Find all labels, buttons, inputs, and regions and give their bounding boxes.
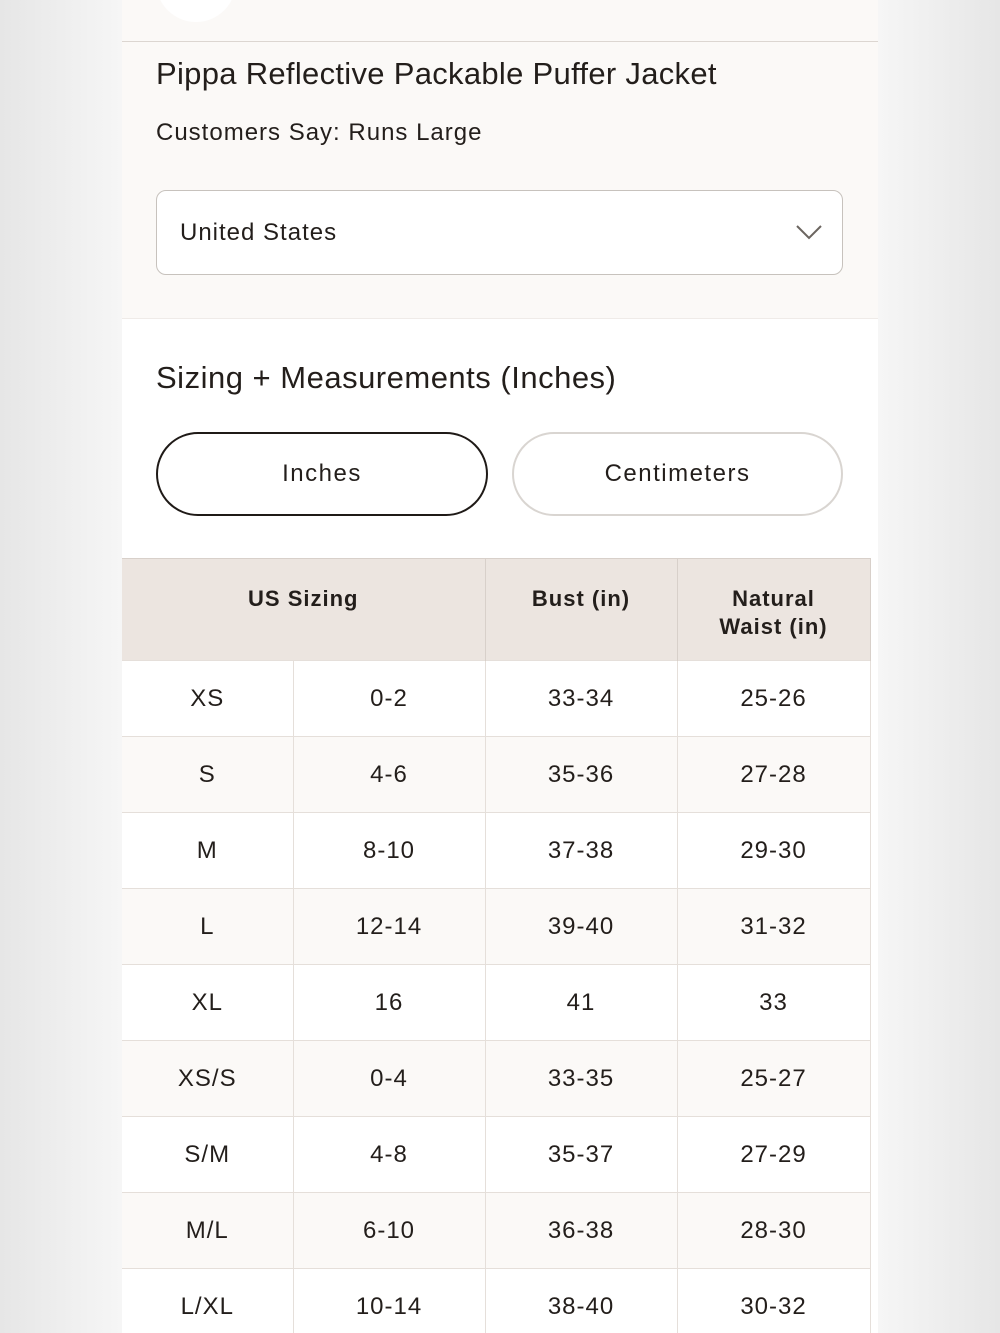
divider — [122, 41, 878, 42]
size-label-cell: L — [122, 889, 293, 965]
waist-cell: 30-32 — [677, 1269, 870, 1333]
inches-button[interactable]: Inches — [156, 432, 488, 516]
waist-cell: 27-28 — [677, 737, 870, 813]
waist-cell: 33 — [677, 965, 870, 1041]
bust-cell: 35-37 — [485, 1117, 677, 1193]
us-size-cell: 6-10 — [293, 1193, 485, 1269]
table-row — [122, 737, 870, 813]
table-row — [122, 1041, 870, 1117]
country-select-value: United States — [180, 219, 338, 246]
size-label-cell: L/XL — [122, 1269, 293, 1333]
waist-cell: 31-32 — [677, 889, 870, 965]
header-bust: Bust (in) — [485, 559, 677, 661]
table-row — [122, 965, 870, 1041]
us-size-cell: 10-14 — [293, 1269, 485, 1333]
bust-cell: 33-35 — [485, 1041, 677, 1117]
waist-cell: 28-30 — [677, 1193, 870, 1269]
product-title: Pippa Reflective Packable Puffer Jacket — [156, 56, 717, 91]
table-row — [122, 661, 870, 737]
bust-cell: 39-40 — [485, 889, 677, 965]
us-size-cell: 0-4 — [293, 1041, 485, 1117]
country-select[interactable] — [156, 190, 843, 275]
us-size-cell: 16 — [293, 965, 485, 1041]
bust-cell: 41 — [485, 965, 677, 1041]
product-header — [122, 0, 878, 318]
table-row — [122, 1117, 870, 1193]
waist-cell: 25-26 — [677, 661, 870, 737]
bust-cell: 38-40 — [485, 1269, 677, 1333]
size-label-cell: S/M — [122, 1117, 293, 1193]
bust-cell: 37-38 — [485, 813, 677, 889]
bust-cell: 36-38 — [485, 1193, 677, 1269]
table-header-row — [122, 559, 870, 661]
size-label-cell: S — [122, 737, 293, 813]
size-label-cell: XL — [122, 965, 293, 1041]
us-size-cell: 0-2 — [293, 661, 485, 737]
table-row — [122, 889, 870, 965]
size-table — [122, 558, 871, 1333]
divider — [122, 318, 878, 319]
bust-cell: 33-34 — [485, 661, 677, 737]
table-body — [122, 661, 870, 1333]
fit-note: Customers Say: Runs Large — [156, 119, 483, 146]
table-row — [122, 813, 870, 889]
size-label-cell: M/L — [122, 1193, 293, 1269]
header-natural-waist-label: Natural Waist (in) — [719, 586, 828, 639]
table-row — [122, 1269, 870, 1333]
us-size-cell: 4-6 — [293, 737, 485, 813]
us-size-cell: 4-8 — [293, 1117, 485, 1193]
us-size-cell: 8-10 — [293, 813, 485, 889]
header-natural-waist — [677, 559, 870, 661]
waist-cell: 29-30 — [677, 813, 870, 889]
size-label-cell: XS — [122, 661, 293, 737]
close-button[interactable] — [156, 0, 236, 22]
waist-cell: 27-29 — [677, 1117, 870, 1193]
size-label-cell: M — [122, 813, 293, 889]
us-size-cell: 12-14 — [293, 889, 485, 965]
size-guide-panel — [122, 0, 878, 1333]
centimeters-button[interactable]: Centimeters — [512, 432, 843, 516]
bust-cell: 35-36 — [485, 737, 677, 813]
header-us-sizing: US Sizing — [122, 559, 485, 661]
table-row — [122, 1193, 870, 1269]
section-title: Sizing + Measurements (Inches) — [156, 360, 617, 395]
waist-cell: 25-27 — [677, 1041, 870, 1117]
chevron-down-icon — [794, 217, 824, 247]
size-label-cell: XS/S — [122, 1041, 293, 1117]
